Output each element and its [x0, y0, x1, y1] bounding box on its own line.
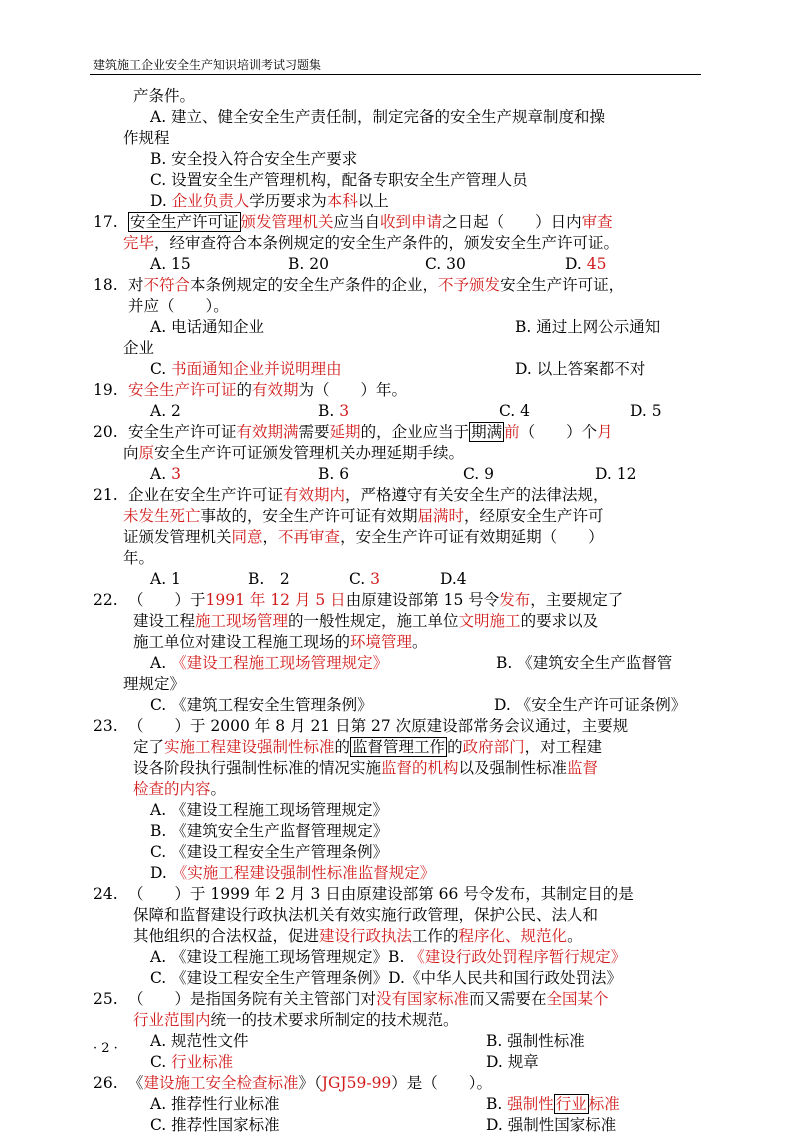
q20-options: A. 3 B. 6 C. 9 D. 12	[150, 465, 637, 483]
q17-options: A. 15 B. 20 C. 30 D. 45	[150, 255, 607, 273]
q24-options-ab: A. 《建设工程施工现场管理规定》B. 《建设行政处罚程序暂行规定》	[150, 948, 627, 966]
q24-stem-l2: 保障和监督建设行政执法机关有效实施行政管理，保护公民、法人和	[133, 906, 599, 924]
q16-option-a-cont: 作规程	[123, 129, 170, 147]
q22-option-b-cont: 理规定》	[123, 675, 186, 693]
q18-options-cd: C. 书面通知企业并说明理由 D. 以上答案都不对	[150, 360, 646, 378]
question-list	[93, 86, 713, 1136]
q23-option-b: B. 《建筑安全生产监督管理规定》	[150, 822, 389, 840]
q22-options-ab: A. 《建设工程施工现场管理规定》 B. 《建筑安全生产监督管	[150, 654, 673, 672]
q17-stem-cont: 完毕，经审查符合本条例规定的安全生产条件的，颁发安全生产许可证。	[123, 234, 620, 252]
q23-stem-l4: 检查的内容。	[133, 780, 227, 798]
q19-stem: 19. 安全生产许可证的有效期为（ ）年。	[93, 381, 408, 399]
q16-option-b: B. 安全投入符合安全生产要求	[150, 150, 358, 168]
q16-tail: 产条件。	[133, 87, 196, 105]
running-header: 建筑施工企业安全生产知识培训考试习题集	[93, 58, 322, 72]
q21-stem-l3: 证颁发管理机关同意，不再审查，安全生产许可证有效期延期（ ）	[123, 528, 604, 546]
q20-stem: 20. 安全生产许可证有效期满需要延期的，企业应当于 期满 前（ ）个月	[93, 423, 613, 441]
q16-option-d: D. 企业负责人学历要求为本科以上	[150, 192, 389, 210]
q18-options-ab: A. 电话通知企业 B. 通过上网公示通知	[150, 318, 661, 336]
q25-stem: 25. （ ）是指国务院有关主管部门对没有国家标准而又需要在全国某个	[93, 990, 609, 1008]
q24-stem-l3: 其他组织的合法权益，促进建设行政执法工作的程序化、规范化。	[133, 927, 583, 945]
q19-options: A. 2 B. 3 C. 4 D. 5	[150, 402, 662, 420]
q21-stem-l2: 未发生死亡事故的，安全生产许可证有效期届满时，经原安全生产许可	[123, 507, 604, 525]
q17-stem: 17. 安全生产许可证 颁发管理机关应当自收到申请之日起（ ）日内审查	[93, 213, 613, 231]
q22-stem-l2: 建设工程施工现场管理的一般性规定，施工单位文明施工的要求以及	[133, 612, 599, 630]
q21-options: A. 1 B. 2 C. 3 D.4	[150, 570, 467, 588]
q18-option-b-cont: 企业	[123, 339, 155, 357]
q17-number: 17.	[93, 213, 118, 231]
q21-stem-l4: 年。	[123, 549, 155, 567]
q23-option-c: C. 《建设工程安全生产管理条例》	[150, 843, 389, 861]
q18-stem: 18. 对不符合本条例规定的安全生产条件的企业，不予颁发安全生产许可证，	[93, 276, 625, 294]
q25-options-ab: A. 规范性文件 B. 强制性标准	[150, 1032, 585, 1050]
q26-options-ab: A. 推荐性行业标准 B. 强制性 行业 标准	[150, 1095, 620, 1113]
q23-stem: 23. （ ）于 2000 年 8 月 21 日第 27 次原建设部常务会议通过，主要规	[93, 717, 629, 735]
q26-stem: 26. 《建设施工安全检查标准》（JGJ59-99）是（ ）。	[93, 1074, 493, 1092]
q24-options-cd: C. 《建设工程安全生产管理条例》D.《中华人民共和国行政处罚法》	[150, 969, 622, 987]
q21-stem: 21. 企业在安全生产许可证有效期内，严格遵守有关安全生产的法律法规，	[93, 486, 609, 504]
q23-stem-l3: 设各阶段执行强制性标准的情况实施监督的机构以及强制性标准监督	[133, 759, 599, 777]
q16-option-a: A. 建立、健全安全生产责任制，制定完备的安全生产规章制度和操	[150, 108, 606, 126]
q23-option-a: A. 《建设工程施工现场管理规定》	[150, 801, 389, 819]
q20-stem-cont: 向原安全生产许可证颁发管理机关办理延期手续。	[123, 444, 465, 462]
q25-options-cd: C. 行业标准 D. 规章	[150, 1053, 539, 1071]
q22-options-cd: C. 《建筑工程安全生管理条例》 D. 《安全生产许可证条例》	[150, 696, 687, 714]
q16-option-c: C. 设置安全生产管理机构，配备专职安全生产管理人员	[150, 171, 528, 189]
page-number: · 2 ·	[93, 1041, 118, 1056]
q23-stem-l2: 定了实施工程建设强制性标准的 监督管理工作 的政府部门，对工程建	[133, 738, 603, 756]
q18-stem-cont: 并应（ ）。	[128, 297, 229, 315]
header-rule	[90, 74, 701, 75]
q23-option-d: D. 《实施工程建设强制性标准监督规定》	[150, 864, 436, 882]
q26-options-cd: C. 推荐性国家标准 D. 强制性国家标准	[150, 1116, 617, 1134]
q22-stem: 22. （ ）于1991 年 12 月 5 日由原建设部第 15 号令发布，主要规定了	[93, 591, 624, 609]
q22-stem-l3: 施工单位对建设工程施工现场的环境管理。	[133, 633, 428, 651]
q24-stem: 24. （ ）于 1999 年 2 月 3 日由原建设部第 66 号令发布，其制定目的是	[93, 885, 634, 903]
q25-stem-l2: 行业范围内统一的技术要求所制定的技术规范。	[133, 1011, 459, 1029]
